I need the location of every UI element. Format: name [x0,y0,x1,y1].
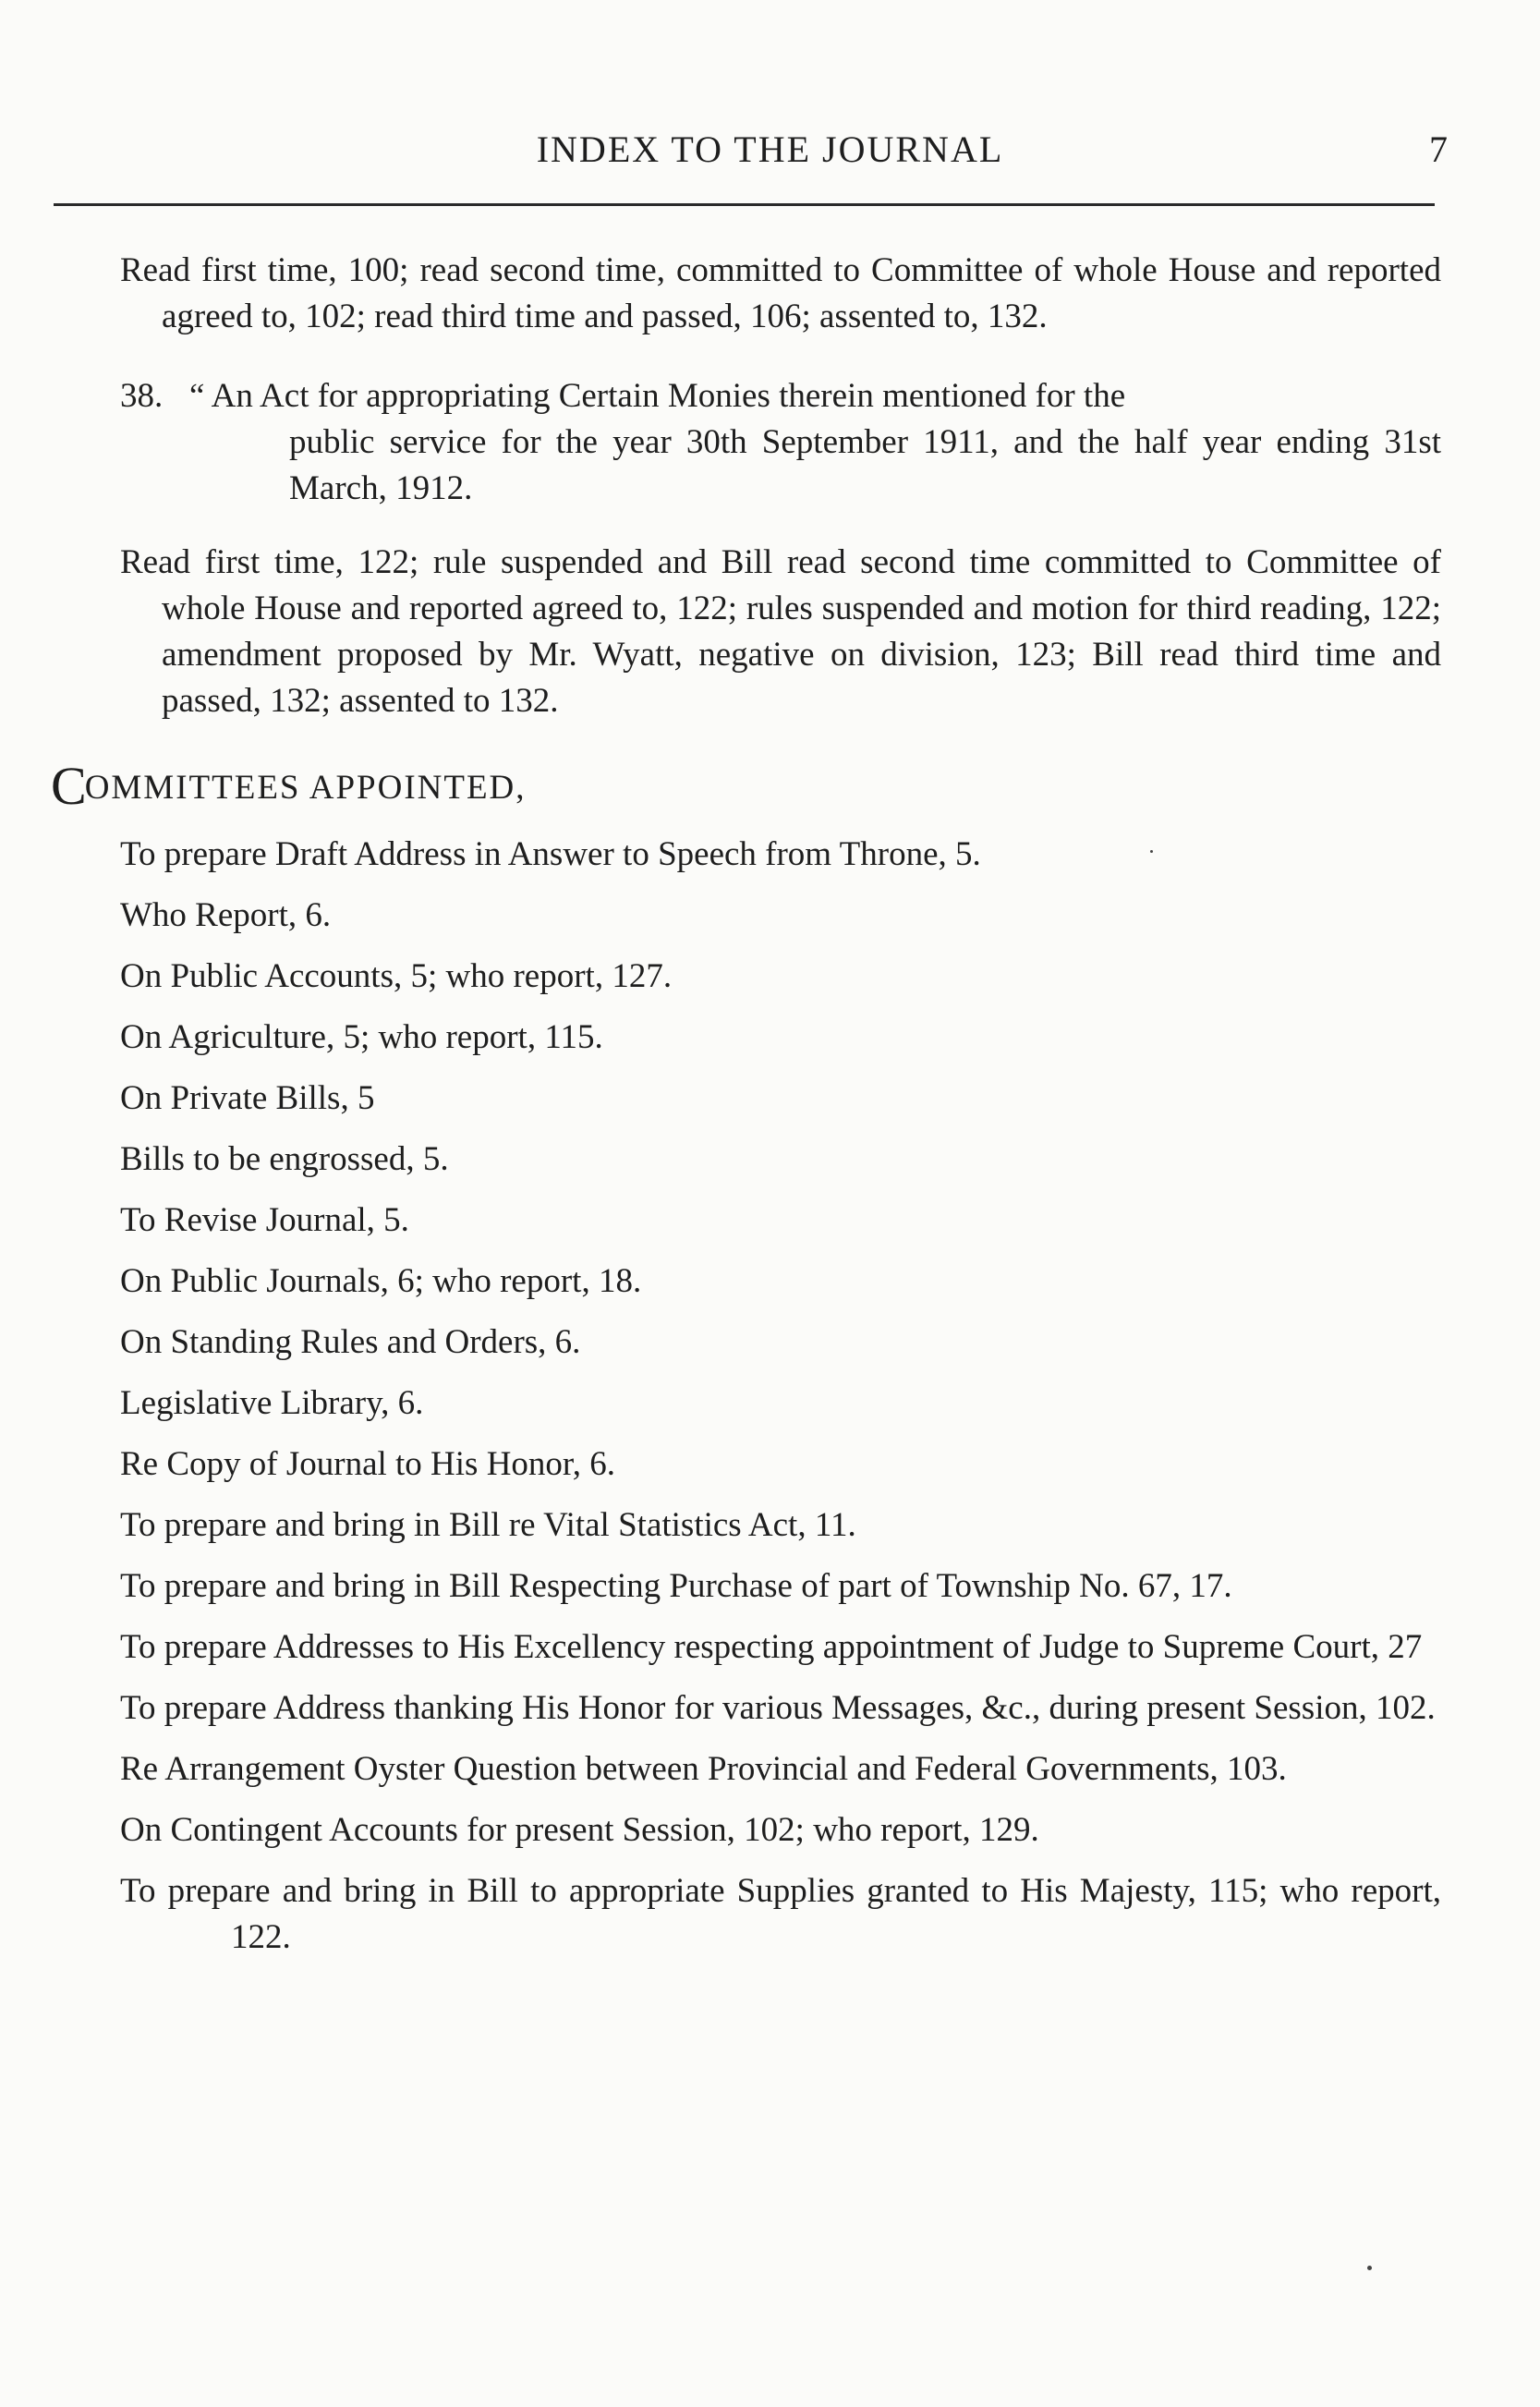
committee-entry: To prepare and bring in Bill Respecting Purchase of part of Township No. 67, 17. [120,1567,1232,1605]
committee-entry: On Public Journals, 6; who report, 18. [120,1262,642,1300]
committee-entry: Re Arrangement Oyster Question between Provincial and Federal Governments, 103. [120,1750,1287,1788]
section-heading-text: OMMITTEES APPOINTED, [84,769,527,807]
section-dropcap: C [51,756,89,816]
committee-entry: On Contingent Accounts for present Session, 102; who report, 129. [120,1811,1039,1849]
committee-entry: Legislative Library, 6. [120,1384,424,1422]
committee-entry: To prepare Addresses to His Excellency respecting appointment of Judge to Supreme Court, 27 [120,1628,1423,1666]
bill-number: 38. [120,377,164,415]
committee-entry: On Standing Rules and Orders, 6. [120,1323,581,1361]
running-title: INDEX TO THE JOURNAL [536,128,1004,170]
bill-entry [120,373,1441,512]
committee-entry: On Private Bills, 5 [120,1079,375,1117]
header-rule [54,203,1435,206]
bill-title-rest: public service for the year 30th September 1911, and the half year ending 31st March, 1912. [289,423,1441,507]
page-number: 7 [1429,128,1448,170]
committee-entry: Re Copy of Journal to His Honor, 6. [120,1445,616,1483]
bill-title-line1: “ An Act for appropriating Certain Monies therein mentioned for the [189,377,1126,415]
committee-entry: To prepare and bring in Bill to appropriate Supplies granted to His Majesty, 115; who report, 122. [120,1872,1441,1956]
bill-title [189,373,1441,512]
committee-entries [120,832,1441,1961]
committee-entry: To prepare and bring in Bill re Vital Statistics Act, 11. [120,1506,856,1544]
committee-entry: To prepare Draft Address in Answer to Speech from Throne, 5. [120,835,981,873]
committee-entry: On Agriculture, 5; who report, 115. [120,1018,603,1056]
committee-entry: Who Report, 6. [120,896,332,934]
committee-entry: On Public Accounts, 5; who report, 127. [120,957,673,995]
committee-entry: To prepare Address thanking His Honor for various Messages, &c., during present Session, 102. [120,1689,1436,1727]
ink-speck [1150,850,1153,853]
intro-paragraph: Read first time, 100; read second time, committed to Committee of whole House and reported agreed to, 102; read third time and passed, 106; assented to, 132. [120,251,1441,335]
running-head [0,128,1540,174]
ink-speck [1367,2266,1372,2270]
section-heading [51,756,1441,816]
index-content [51,248,1441,1975]
bill-paragraph: Read first time, 122; rule suspended and Bill read second time committed to Committee of whole House and reported agreed to, 122; rules suspended and motion for third reading, 122; amendment proposed by Mr. Wyatt, negative on division, 123; Bill read third time and passed, 132; assented to 132. [120,543,1441,720]
committee-entry: To Revise Journal, 5. [120,1201,409,1239]
committee-entry: Bills to be engrossed, 5. [120,1140,449,1178]
